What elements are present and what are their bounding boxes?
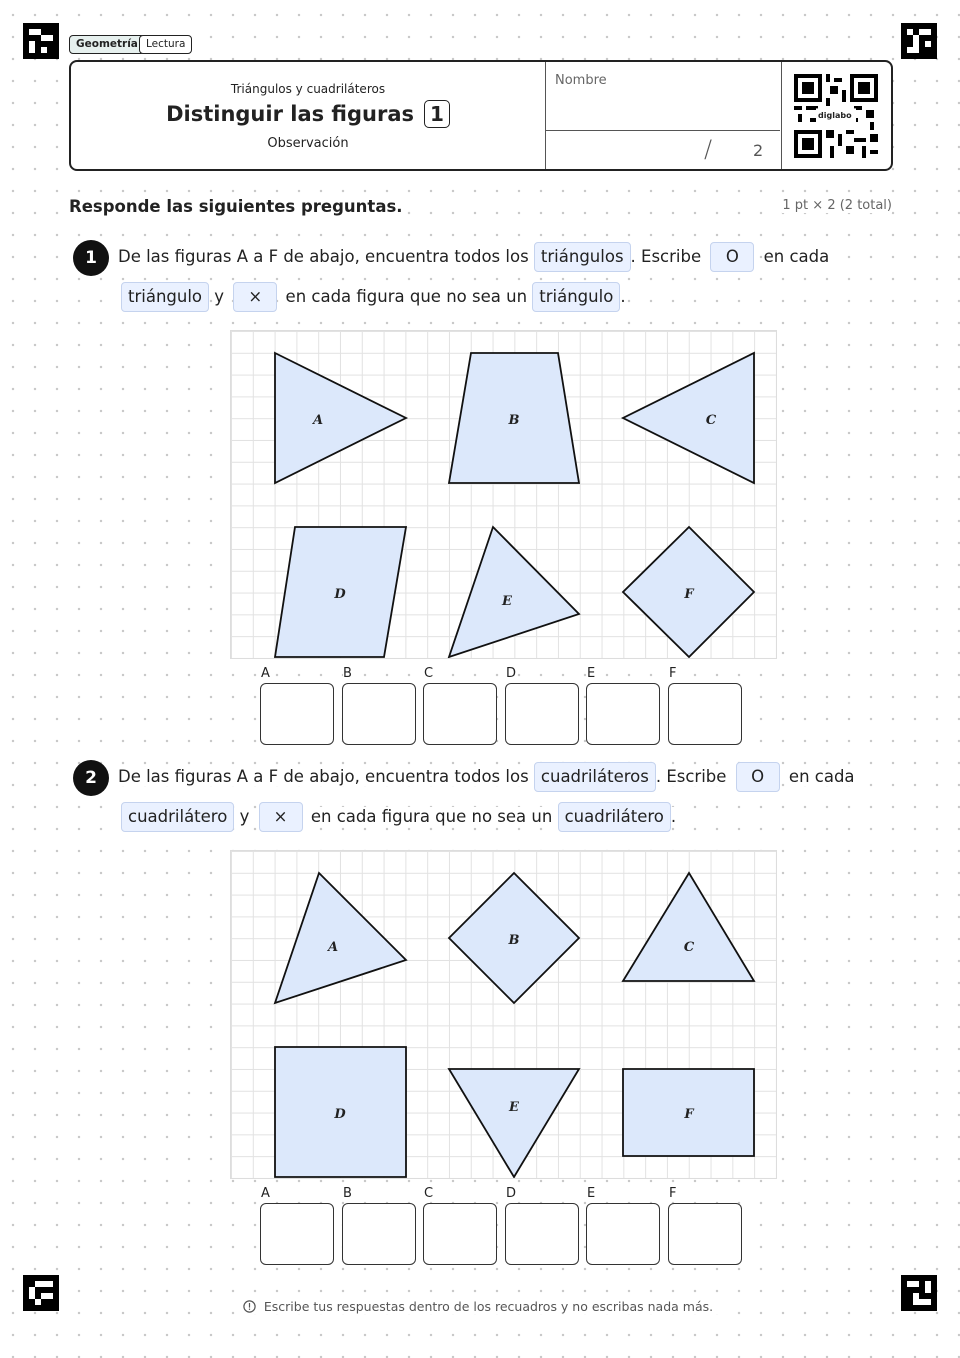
- subtitle: Observación: [267, 136, 349, 151]
- q2-text-b: . Escribe: [655, 767, 727, 786]
- q1-text-b: . Escribe: [630, 247, 702, 266]
- tag-reading: Lectura: [139, 35, 192, 54]
- q1-keyword: triángulos: [534, 242, 631, 272]
- q1-text-a: De las figuras A a F de abajo, encuentra todos los: [118, 247, 529, 266]
- answer-label-f: F: [669, 666, 677, 681]
- question-1-line-2: [121, 282, 626, 312]
- q1-shape-label-d: D: [334, 587, 346, 602]
- corner-marker-top-right: [901, 23, 937, 59]
- answer-label-d: D: [506, 666, 517, 681]
- q1-shape-e: [449, 527, 579, 657]
- question-1-figures: [231, 331, 776, 658]
- question-2-line-1: [118, 762, 855, 792]
- question-2-line-2: [121, 802, 676, 832]
- q2-text-y: y: [239, 807, 250, 826]
- q2-text-d: en cada figura que no sea un: [310, 807, 553, 826]
- question-2-number: 2: [73, 760, 109, 796]
- q1-shape-label-c: C: [705, 413, 717, 428]
- q2-keyword-3: cuadrilátero: [558, 802, 671, 832]
- score-total: 2: [753, 141, 764, 160]
- name-field[interactable]: [546, 62, 780, 131]
- answer-box-c[interactable]: [423, 1203, 497, 1265]
- question-2-figure-grid: [230, 850, 777, 1179]
- q1-keyword-3: triángulo: [532, 282, 620, 312]
- q1-shape-c: [623, 353, 754, 483]
- q1-text-d: en cada figura que no sea un: [285, 287, 528, 306]
- cross-mark: ×: [233, 282, 277, 312]
- q2-shape-a: [275, 873, 406, 1003]
- title-block: [71, 62, 546, 169]
- question-1-line-1: [118, 242, 829, 272]
- question-1-number: 1: [73, 240, 109, 276]
- q2-shape-label-f: F: [684, 1107, 694, 1122]
- q2-shape-label-d: D: [334, 1107, 346, 1122]
- q1-shape-label-e: E: [502, 594, 512, 609]
- circle-mark: O: [736, 762, 780, 792]
- answer-box-e[interactable]: [586, 683, 660, 745]
- points-info: 1 pt × 2 (2 total): [782, 198, 892, 213]
- circle-mark: O: [710, 242, 754, 272]
- question-1-figure-grid: [230, 330, 777, 659]
- q2-shape-e: [449, 1069, 579, 1177]
- q1-keyword-2: triángulo: [121, 282, 209, 312]
- q2-shape-c: [623, 873, 754, 981]
- footer-note: [0, 1299, 960, 1314]
- worksheet-header: [69, 60, 893, 171]
- q1-text-y: y: [214, 287, 225, 306]
- answer-label-c: C: [424, 1186, 434, 1201]
- answer-label-f: F: [669, 1186, 677, 1201]
- q1-text-end: .: [620, 287, 626, 306]
- qr-code: [781, 62, 892, 169]
- question-2-figures: [231, 851, 776, 1178]
- answer-label-b: B: [343, 666, 352, 681]
- answer-box-d[interactable]: [505, 1203, 579, 1265]
- q1-shape-label-a: A: [312, 413, 324, 428]
- topic: Triángulos y cuadriláteros: [230, 82, 386, 96]
- page-title: [71, 100, 545, 128]
- q2-keyword-2: cuadrilátero: [121, 802, 234, 832]
- q2-text-end: .: [670, 807, 677, 826]
- answer-label-a: A: [261, 1186, 270, 1201]
- q1-shape-a: [275, 353, 406, 483]
- answer-label-d: D: [506, 1186, 517, 1201]
- answer-label-a: A: [261, 666, 270, 681]
- answer-box-c[interactable]: [423, 683, 497, 745]
- answer-box-d[interactable]: [505, 683, 579, 745]
- title-text: Distinguir las figuras: [166, 102, 414, 126]
- q1-shape-label-b: B: [508, 413, 520, 428]
- tag-geometry: Geometría: [69, 35, 145, 54]
- q2-shape-label-e: E: [509, 1100, 519, 1115]
- answer-label-b: B: [343, 1186, 352, 1201]
- q2-shape-label-b: B: [508, 933, 520, 948]
- corner-marker-top-left: [23, 23, 59, 59]
- answer-box-b[interactable]: [342, 1203, 416, 1265]
- answer-box-f[interactable]: [668, 683, 742, 745]
- answer-box-e[interactable]: [586, 1203, 660, 1265]
- answer-label-e: E: [587, 666, 596, 681]
- name-label: Nombre: [555, 73, 607, 88]
- answer-box-a[interactable]: [260, 683, 334, 745]
- q2-text-c: en cada: [788, 767, 855, 786]
- q2-text-a: De las figuras A a F de abajo, encuentra todos los: [118, 767, 529, 786]
- info-icon: [243, 1300, 256, 1313]
- answer-box-b[interactable]: [342, 683, 416, 745]
- score-field: [546, 131, 780, 169]
- answer-label-e: E: [587, 1186, 596, 1201]
- q2-shape-label-a: A: [327, 940, 339, 955]
- footer-text: Escribe tus respuestas dentro de los recuadros y no escribas nada más.: [260, 1299, 717, 1314]
- answer-box-a[interactable]: [260, 1203, 334, 1265]
- cross-mark: ×: [259, 802, 303, 832]
- q1-text-c: en cada: [763, 247, 830, 266]
- answer-label-c: C: [424, 666, 434, 681]
- q2-keyword: cuadriláteros: [534, 762, 656, 792]
- score-separator: /: [704, 135, 713, 163]
- instructions: Responde las siguientes preguntas.: [69, 197, 403, 216]
- worksheet-number: 1: [424, 100, 450, 128]
- qr-label: diglabo: [818, 111, 852, 120]
- answer-box-f[interactable]: [668, 1203, 742, 1265]
- q2-shape-label-c: C: [683, 940, 695, 955]
- q1-shape-label-f: F: [684, 587, 694, 602]
